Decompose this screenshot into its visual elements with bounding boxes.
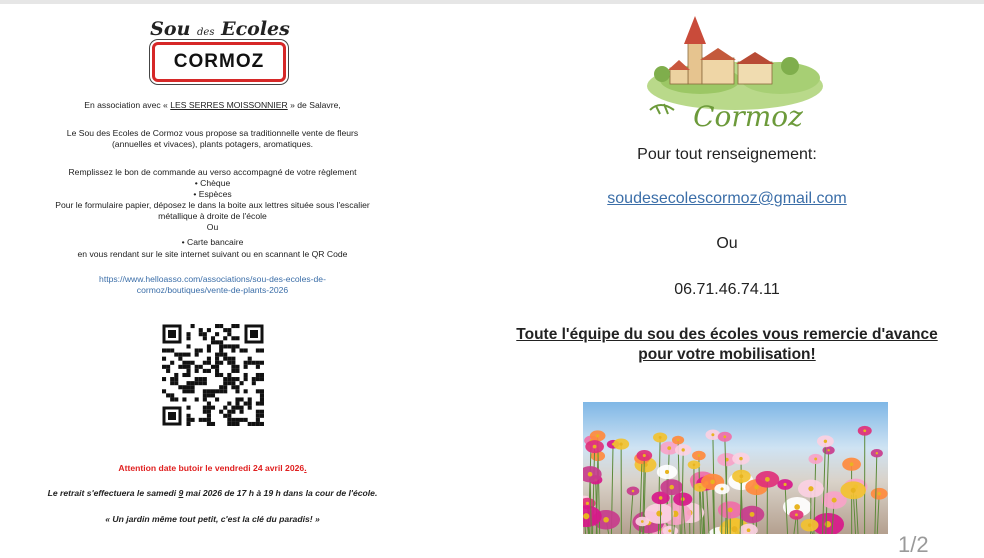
garden-quote: « Un jardin même tout petit, c'est la clé du paradis! » — [0, 514, 425, 525]
deadline-notice: Attention date butoir le vendredi 24 avril 2026. — [0, 463, 425, 474]
page-indicator: 1/2 — [898, 532, 929, 558]
cormoz-logo-text: Cormoz — [693, 100, 803, 132]
option-especes: • Espèces — [0, 189, 425, 200]
village-logo — [640, 14, 830, 132]
sou-des-ecoles-logo — [150, 18, 290, 86]
paper-form-line-1: Pour le formulaire papier, déposez le dans la boite aux lettres située sous l'escalier — [0, 200, 425, 211]
flowers-photo — [583, 402, 888, 534]
intro-line-2: (annuelles et vivaces), plants potagers, aromatiques. — [0, 139, 425, 150]
helloasso-link-2[interactable]: cormoz/boutiques/vente-de-plants-2026 — [0, 285, 425, 296]
ou-separator: Ou — [470, 235, 984, 253]
phone-number: 06.71.46.74.11 — [470, 281, 984, 299]
thanks-message: Toute l'équipe du sou des écoles vous remercie d'avance pour votre mobilisation! — [470, 325, 984, 365]
intro-line-1: Le Sou des Ecoles de Cormoz vous propose sa traditionnelle vente de fleurs — [0, 128, 425, 139]
right-page — [470, 4, 984, 555]
website-instruction: en vous rendant sur le site internet suivant ou en scannant le QR Code — [0, 249, 425, 260]
option-carte: • Carte bancaire — [0, 237, 425, 248]
qr-code[interactable] — [162, 324, 264, 426]
ou-label: Ou — [0, 222, 425, 233]
helloasso-link-1[interactable]: https://www.helloasso.com/associations/sou-des-ecoles-de- — [0, 274, 425, 285]
contact-heading: Pour tout renseignement: — [470, 146, 984, 164]
email-link[interactable]: soudesecolescormoz@gmail.com — [470, 190, 984, 208]
left-page — [0, 4, 425, 555]
logo-title: Sou des Ecoles — [150, 18, 290, 40]
logo-cormoz-box: CORMOZ — [152, 42, 286, 82]
paper-form-line-2: métallique à droite de l'école — [0, 211, 425, 222]
pickup-info: Le retrait s'effectuera le samedi 9 mai 2026 de 17 h à 19 h dans la cour de l'école. — [0, 488, 425, 499]
order-instruction: Remplissez le bon de commande au verso accompagné de votre règlement — [0, 167, 425, 178]
option-cheque: • Chèque — [0, 178, 425, 189]
association-line: En association avec « LES SERRES MOISSONNIER » de Salavre, — [0, 100, 425, 111]
